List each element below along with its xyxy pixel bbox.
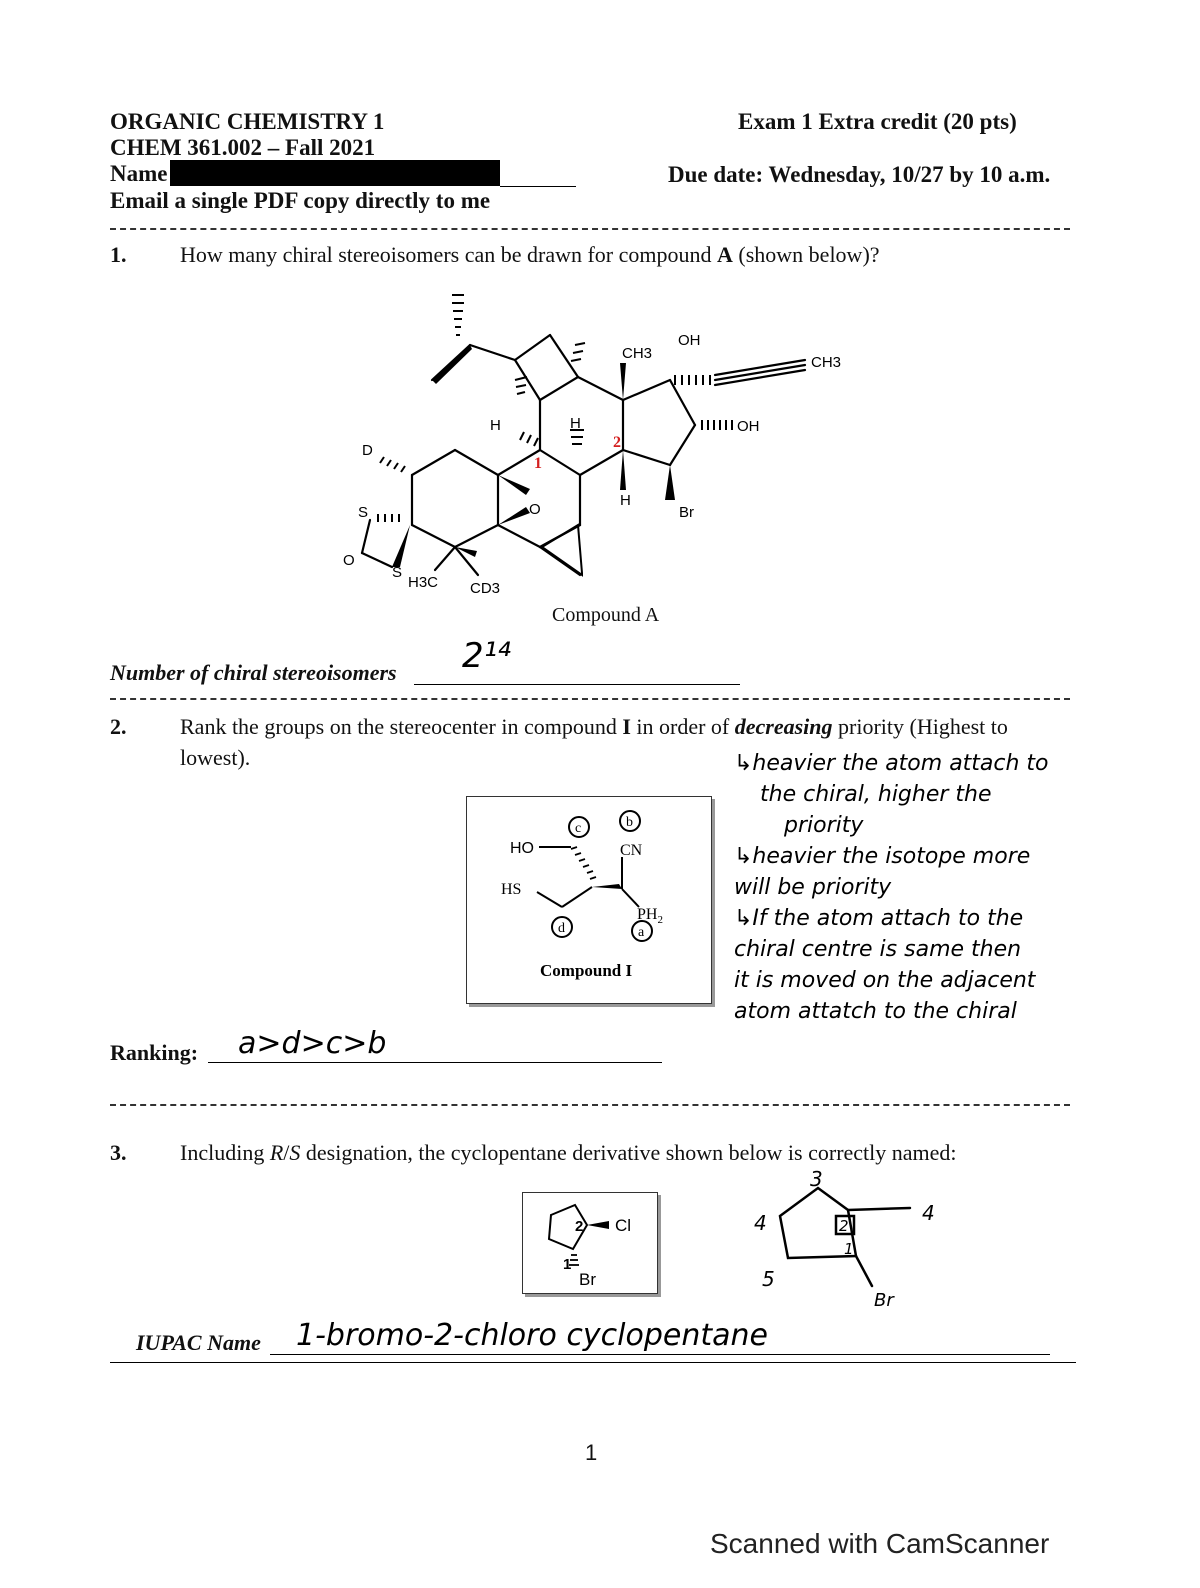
label-s-ring2: S	[392, 564, 403, 581]
q3-text: Including R/S designation, the cyclopentane derivative shown below is correctly named:	[180, 1140, 957, 1165]
label-s-ring: S	[358, 504, 369, 521]
compound-i-box	[466, 796, 712, 1004]
compound-i-structure	[467, 797, 711, 1003]
cyclopentane-structure	[523, 1193, 657, 1293]
compound-a-caption: Compound A	[552, 604, 660, 626]
q2-text-line2: lowest).	[180, 745, 251, 770]
q1-answer-label: Number of chiral stereoisomers	[110, 660, 397, 685]
divider	[110, 228, 1070, 230]
compound-a-structure	[330, 285, 870, 605]
label-hs: HS	[501, 881, 522, 898]
label-h-left: H	[490, 417, 501, 434]
label-o-ring: O	[343, 552, 355, 569]
q1-handwritten-answer: 2¹⁴	[462, 636, 511, 676]
note-line: priority	[784, 813, 864, 838]
iupac-line	[270, 1354, 1050, 1355]
q2-handwritten-notes	[734, 748, 1049, 1027]
label-ch3-right: CH3	[811, 354, 842, 371]
note-line: ↳heavier the isotope more	[734, 844, 1031, 869]
note-line: atom attatch to the chiral	[734, 999, 1017, 1024]
note-line: it is moved on the adjacent	[734, 968, 1036, 993]
stereocenter-2-label: 2	[613, 434, 621, 451]
sketch-n1: 1	[844, 1240, 854, 1258]
sketch-n2: 2	[839, 1217, 849, 1235]
label-ho: HO	[510, 840, 534, 857]
divider	[110, 698, 1070, 700]
label-cl: Cl	[615, 1216, 632, 1235]
q1-answer-line	[414, 684, 740, 685]
sketch-n5: 5	[762, 1267, 775, 1291]
note-line: chiral centre is same then	[734, 937, 1022, 962]
redaction-bar	[170, 160, 500, 186]
cyclopentane-box	[522, 1192, 658, 1294]
label-h-mid: H	[570, 415, 581, 432]
label-oh-right: OH	[737, 418, 760, 435]
label-a: a	[638, 925, 645, 940]
iupac-label: IUPAC Name	[136, 1330, 261, 1355]
email-note: Email a single PDF copy directly to me	[110, 188, 491, 213]
ranking-handwritten: a>d>c>b	[238, 1026, 387, 1061]
page-number: 1	[585, 1440, 598, 1465]
sketch-n4b: 4	[922, 1201, 935, 1225]
name-underline	[500, 186, 576, 187]
label-cd3: CD3	[470, 580, 501, 597]
label-o-epoxide: O	[529, 501, 541, 518]
note-line: ↳If the atom attach to the	[734, 906, 1024, 931]
label-br: Br	[679, 504, 694, 521]
label-ph2: $PH_2$	[637, 906, 663, 926]
label-d: d	[558, 921, 565, 936]
sketch-br: Br	[874, 1290, 894, 1308]
label-br: Br	[579, 1270, 596, 1289]
ranking-label: Ranking:	[110, 1040, 199, 1065]
label-d: D	[362, 442, 373, 459]
scanner-watermark: Scanned with CamScanner	[710, 1528, 1050, 1559]
stereocenter-1-label: 1	[534, 455, 542, 472]
q2-number: 2.	[110, 714, 127, 739]
note-line: the chiral, higher the	[760, 782, 992, 807]
label-n2: 2	[575, 1218, 584, 1235]
note-line: will be priority	[734, 875, 892, 900]
q2-text: Rank the groups on the stereocenter in compound I in order of decreasing priority (Highest to	[180, 714, 1008, 739]
label-oh-top: OH	[678, 332, 701, 349]
compound-i-caption: Compound I	[540, 961, 633, 980]
label-c: c	[575, 821, 582, 836]
course-title: ORGANIC CHEMISTRY 1	[110, 109, 385, 134]
q3-number: 3.	[110, 1140, 127, 1165]
label-b: b	[626, 815, 633, 830]
label-ch3-top: CH3	[622, 345, 653, 362]
exam-title: Exam 1 Extra credit (20 pts)	[738, 109, 1017, 134]
sketch-n3: 3	[810, 1168, 823, 1191]
name-label: Name	[110, 161, 168, 186]
q1-text: How many chiral stereoisomers can be drawn for compound A (shown below)?	[180, 242, 880, 267]
sketch-n4a: 4	[754, 1211, 767, 1235]
q1-number: 1.	[110, 242, 127, 267]
divider	[110, 1104, 1070, 1106]
label-n1: 1	[563, 1256, 572, 1273]
iupac-bottom-rule	[110, 1362, 1076, 1363]
due-date: Due date: Wednesday, 10/27 by 10 a.m.	[668, 162, 1051, 187]
iupac-handwritten: 1-bromo-2-chloro cyclopentane	[296, 1318, 768, 1353]
note-line: ↳heavier the atom attach to	[734, 751, 1049, 776]
label-h3c: H3C	[408, 574, 439, 591]
course-code: CHEM 361.002 – Fall 2021	[110, 135, 376, 160]
ranking-line	[208, 1062, 662, 1063]
label-h-bottom: H	[620, 492, 631, 509]
handwritten-cyclopentane-sketch	[740, 1168, 950, 1308]
label-cn: CN	[620, 842, 643, 859]
